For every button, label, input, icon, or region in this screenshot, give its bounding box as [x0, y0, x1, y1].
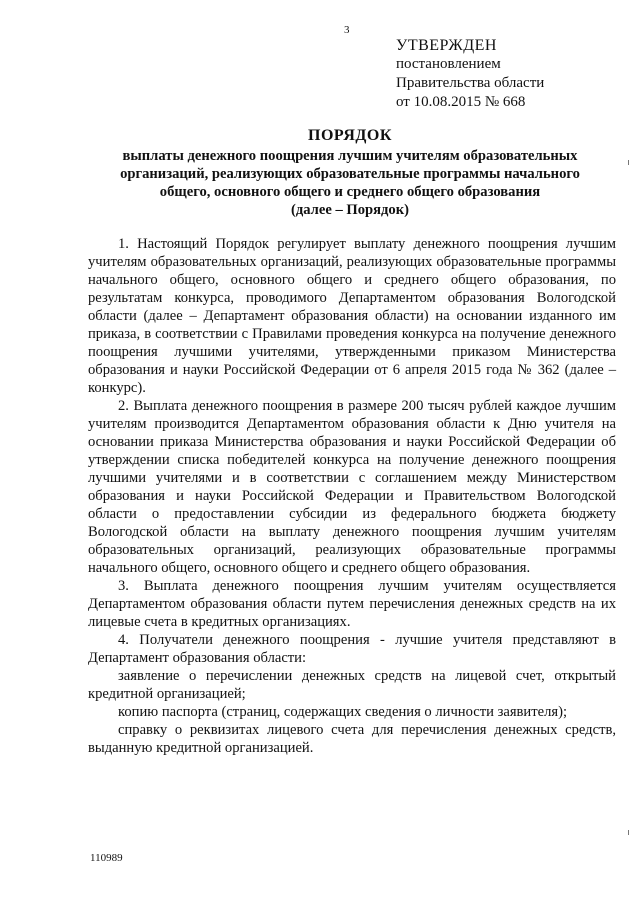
title-line: (далее – Порядок) [290, 202, 409, 218]
list-item-application: заявление о перечислении денежных средств на лицевой счет, открытый кредитной организацией; [88, 668, 616, 702]
scan-edge-mark [628, 160, 629, 165]
approval-stamp [396, 36, 544, 112]
paragraph-2: 2. Выплата денежного поощрения в размере 200 тысяч рублей каждое лучшим учителям производится Департаментом образования области к Дню учителя на основании приказа Министерства образования и науки Российской Федерации об утверждении списка победителей конкурса на получение денежного поощрения лучшими учителями и в соответствии с соглашением между Министерством образования и науки Российской Федерации и Правительством Вологодской области о предоставлении субсидии из федерального бюджета бюджету Вологодской области на выплату денежного поощрения лучшим учителям образовательных организаций, реализующих образовательные программы начального общего, основного общего и среднего общего образования. [88, 398, 616, 576]
title-main: ПОРЯДОК [308, 127, 392, 144]
document-body [88, 235, 616, 757]
title-line: выплаты денежного поощрения лучшим учителям образовательных [122, 148, 578, 164]
paragraph-3: 3. Выплата денежного поощрения лучшим учителям осуществляется Департаментом образования области путем перечисления денежных средств на их лицевые счета в кредитных организациях. [88, 578, 616, 630]
approval-date-line: от 10.08.2015 № 668 [396, 94, 526, 110]
approval-title: УТВЕРЖДЕН [396, 37, 497, 54]
scan-edge-mark [628, 830, 629, 835]
paragraph-1: 1. Настоящий Порядок регулирует выплату денежного поощрения лучшим учителям образовательных организаций, реализующих образовательные программы начального общего, основного общего и среднего общего образования, по результатам конкурса, проводимого Департаментом образования Вологодской области (далее – Департамент образования области) на основании изданного им приказа, в соответствии с Правилами проведения конкурса на получение денежного поощрения лучшими учителями, утвержденными приказом Министерства образования и науки Российской Федерации от 6 апреля 2015 года № 362 (далее – конкурс). [88, 236, 616, 396]
page-number: 3 [344, 24, 350, 36]
approval-line: Правительства области [396, 75, 545, 91]
approval-line: постановлением [396, 56, 501, 72]
title-line: общего, основного общего и среднего общего образования [159, 184, 541, 200]
footer-code: 110989 [90, 852, 123, 864]
title-line: организаций, реализующих образовательные программы начального [120, 166, 580, 182]
document-title [100, 127, 600, 219]
list-item-passport: копию паспорта (страниц, содержащих сведения о личности заявителя); [118, 704, 568, 720]
list-item-account-certificate: справку о реквизитах лицевого счета для перечисления денежных средств, выданную кредитной организацией. [88, 722, 616, 756]
paragraph-4: 4. Получатели денежного поощрения - лучшие учителя представляют в Департамент образования области: [88, 632, 616, 666]
